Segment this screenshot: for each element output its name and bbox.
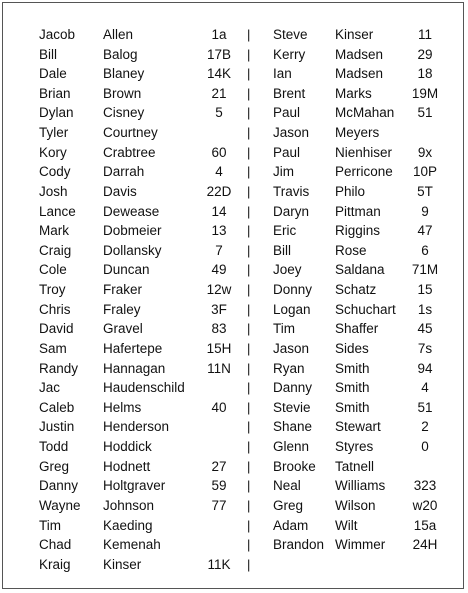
left-first-name: Craig xyxy=(39,242,72,258)
column-separator: | xyxy=(247,517,251,533)
column-separator: | xyxy=(247,144,251,160)
table-row xyxy=(3,45,463,65)
right-first-name: Shane xyxy=(273,419,313,435)
left-first-name: Jacob xyxy=(39,27,76,42)
left-last-name: Gravel xyxy=(103,321,143,337)
right-car-number: 47 xyxy=(417,223,433,239)
table-row xyxy=(3,359,463,379)
right-car-number: 15a xyxy=(413,517,437,533)
left-last-name: Darrah xyxy=(103,164,145,180)
column-separator: | xyxy=(247,321,251,337)
right-last-name: Madsen xyxy=(335,46,384,62)
right-first-name: Logan xyxy=(273,301,311,317)
column-separator: | xyxy=(247,360,251,376)
right-first-name: Paul xyxy=(273,105,301,121)
left-car-number: 1a xyxy=(211,27,227,42)
left-first-name: Chris xyxy=(39,301,71,317)
left-car-number: 3F xyxy=(211,301,227,317)
left-last-name: Blaney xyxy=(103,66,145,82)
left-last-name: Hoddick xyxy=(103,439,152,455)
left-car-number: 49 xyxy=(211,262,227,278)
right-last-name: Shaffer xyxy=(335,321,379,337)
right-last-name: Perricone xyxy=(335,164,393,180)
column-separator: | xyxy=(247,439,251,455)
left-first-name: Wayne xyxy=(39,497,81,513)
table-row xyxy=(3,496,463,516)
right-first-name: Jim xyxy=(273,164,294,180)
column-separator: | xyxy=(247,203,251,219)
right-last-name: McMahan xyxy=(335,105,395,121)
right-car-number: 24H xyxy=(412,537,438,553)
left-car-number: 77 xyxy=(211,497,227,513)
right-first-name: Travis xyxy=(273,183,310,199)
table-row xyxy=(3,162,463,182)
right-last-name: Schatz xyxy=(335,282,377,298)
left-car-number: 27 xyxy=(211,458,227,474)
left-first-name: Greg xyxy=(39,458,70,474)
left-last-name: Balog xyxy=(103,46,138,62)
column-separator: | xyxy=(247,301,251,317)
right-car-number: 0 xyxy=(421,439,429,455)
right-last-name: Saldana xyxy=(335,262,385,278)
left-car-number: 17B xyxy=(206,46,232,62)
left-car-number: 4 xyxy=(215,164,223,180)
table-row xyxy=(3,260,463,280)
left-last-name: Henderson xyxy=(103,419,170,435)
right-last-name: Kinser xyxy=(335,27,374,42)
left-first-name: Mark xyxy=(39,223,69,239)
left-last-name: Kaeding xyxy=(103,517,153,533)
left-first-name: Dale xyxy=(39,66,67,82)
right-last-name: Pittman xyxy=(335,203,381,219)
right-last-name: Sides xyxy=(335,340,369,356)
right-last-name: Marks xyxy=(335,85,372,101)
left-first-name: Troy xyxy=(39,282,66,298)
table-row xyxy=(3,398,463,418)
roster-frame xyxy=(2,2,464,589)
right-first-name: Donny xyxy=(273,282,313,298)
left-car-number: 59 xyxy=(211,478,227,494)
right-car-number: 51 xyxy=(417,399,433,415)
table-row xyxy=(3,555,463,575)
column-separator: | xyxy=(247,478,251,494)
table-row xyxy=(3,221,463,241)
right-first-name: Brandon xyxy=(273,537,325,553)
left-car-number: 15H xyxy=(206,340,232,356)
left-last-name: Hannagan xyxy=(103,360,166,376)
right-first-name: Joey xyxy=(273,262,302,278)
right-last-name: Smith xyxy=(335,380,370,396)
column-separator: | xyxy=(247,46,251,62)
right-first-name: Jason xyxy=(273,340,310,356)
column-separator: | xyxy=(247,556,251,572)
left-last-name: Haudenschild xyxy=(103,380,185,396)
right-car-number: 7s xyxy=(417,340,433,356)
left-first-name: Cody xyxy=(39,164,71,180)
left-last-name: Fraley xyxy=(103,301,141,317)
left-last-name: Hafertepe xyxy=(103,340,163,356)
left-last-name: Brown xyxy=(103,85,142,101)
right-car-number: 2 xyxy=(421,419,429,435)
left-last-name: Dewease xyxy=(103,203,160,219)
left-car-number: 83 xyxy=(211,321,227,337)
left-last-name: Dollansky xyxy=(103,242,162,258)
left-car-number: 14K xyxy=(206,66,232,82)
column-separator: | xyxy=(247,399,251,415)
right-first-name: Bill xyxy=(273,242,292,258)
left-first-name: Cole xyxy=(39,262,67,278)
left-last-name: Kemenah xyxy=(103,537,161,553)
right-car-number: 4 xyxy=(421,380,429,396)
column-separator: | xyxy=(247,27,251,42)
table-row xyxy=(3,535,463,555)
right-first-name: Tim xyxy=(273,321,295,337)
left-car-number: 22D xyxy=(206,183,232,199)
left-first-name: David xyxy=(39,321,74,337)
left-first-name: Lance xyxy=(39,203,76,219)
left-car-number: 7 xyxy=(215,242,223,258)
left-last-name: Johnson xyxy=(103,497,155,513)
left-car-number: 21 xyxy=(211,85,227,101)
left-last-name: Fraker xyxy=(103,282,143,298)
left-first-name: Randy xyxy=(39,360,79,376)
left-first-name: Chad xyxy=(39,537,72,553)
column-separator: | xyxy=(247,340,251,356)
left-first-name: Tim xyxy=(39,517,61,533)
table-row xyxy=(3,300,463,320)
left-last-name: Davis xyxy=(103,183,137,199)
right-first-name: Jason xyxy=(273,125,310,141)
table-row xyxy=(3,123,463,143)
right-first-name: Stevie xyxy=(273,399,311,415)
right-last-name: Williams xyxy=(335,478,386,494)
column-separator: | xyxy=(247,458,251,474)
left-first-name: Danny xyxy=(39,478,79,494)
table-row xyxy=(3,182,463,202)
column-separator: | xyxy=(247,223,251,239)
left-car-number: 13 xyxy=(211,223,227,239)
right-last-name: Stewart xyxy=(335,419,381,435)
right-car-number: 11 xyxy=(417,27,432,42)
left-first-name: Sam xyxy=(39,340,67,356)
left-car-number: 11K xyxy=(207,556,231,572)
left-first-name: Todd xyxy=(39,439,69,455)
table-row xyxy=(3,64,463,84)
right-last-name: Wilson xyxy=(335,497,376,513)
left-last-name: Courtney xyxy=(103,125,158,141)
table-row xyxy=(3,516,463,536)
right-last-name: Rose xyxy=(335,242,367,258)
right-car-number: 29 xyxy=(417,46,433,62)
left-last-name: Helms xyxy=(103,399,142,415)
column-separator: | xyxy=(247,66,251,82)
left-first-name: Jac xyxy=(39,380,61,396)
left-first-name: Tyler xyxy=(39,125,69,141)
column-separator: | xyxy=(247,380,251,396)
right-first-name: Eric xyxy=(273,223,297,239)
right-last-name: Styres xyxy=(335,439,374,455)
left-last-name: Cisney xyxy=(103,105,145,121)
right-car-number: 45 xyxy=(417,321,433,337)
left-first-name: Bill xyxy=(39,46,58,62)
right-first-name: Ryan xyxy=(273,360,305,376)
right-last-name: Wimmer xyxy=(335,537,386,553)
column-separator: | xyxy=(247,85,251,101)
column-separator: | xyxy=(247,164,251,180)
table-row xyxy=(3,202,463,222)
right-first-name: Danny xyxy=(273,380,313,396)
left-car-number: 12w xyxy=(206,282,232,298)
right-car-number: 10P xyxy=(412,164,438,180)
right-first-name: Brent xyxy=(273,85,306,101)
table-row xyxy=(3,417,463,437)
table-row xyxy=(3,280,463,300)
right-car-number: 9x xyxy=(417,144,433,160)
right-car-number: 71M xyxy=(411,262,439,278)
table-row xyxy=(3,339,463,359)
column-separator: | xyxy=(247,242,251,258)
right-car-number: 15 xyxy=(417,282,433,298)
column-separator: | xyxy=(247,183,251,199)
right-car-number: 94 xyxy=(417,360,433,376)
table-row xyxy=(3,103,463,123)
right-first-name: Steve xyxy=(273,27,308,42)
left-last-name: Kinser xyxy=(103,556,142,572)
right-last-name: Schuchart xyxy=(335,301,396,317)
left-last-name: Crabtree xyxy=(103,144,156,160)
table-row xyxy=(3,457,463,477)
left-car-number: 14 xyxy=(211,203,227,219)
table-row xyxy=(3,241,463,261)
right-car-number: w20 xyxy=(412,497,438,513)
right-first-name: Neal xyxy=(273,478,301,494)
right-first-name: Paul xyxy=(273,144,301,160)
left-first-name: Caleb xyxy=(39,399,75,415)
column-separator: | xyxy=(247,262,251,278)
left-first-name: Kory xyxy=(39,144,67,160)
right-last-name: Wilt xyxy=(335,517,358,533)
left-car-number: 5 xyxy=(215,105,223,121)
table-row xyxy=(3,25,463,45)
right-last-name: Meyers xyxy=(335,125,380,141)
left-last-name: Allen xyxy=(103,27,134,42)
right-first-name: Adam xyxy=(273,517,309,533)
left-last-name: Duncan xyxy=(103,262,150,278)
table-row xyxy=(3,437,463,457)
right-last-name: Tatnell xyxy=(335,458,375,474)
table-row xyxy=(3,319,463,339)
right-car-number: 1s xyxy=(417,301,433,317)
right-first-name: Ian xyxy=(273,66,292,82)
left-car-number: 60 xyxy=(211,144,227,160)
left-car-number: 40 xyxy=(211,399,227,415)
right-car-number: 9 xyxy=(421,203,429,219)
right-last-name: Smith xyxy=(335,399,370,415)
left-first-name: Brian xyxy=(39,85,71,101)
right-car-number: 323 xyxy=(413,478,437,494)
right-last-name: Madsen xyxy=(335,66,384,82)
column-separator: | xyxy=(247,125,251,141)
table-row xyxy=(3,143,463,163)
column-separator: | xyxy=(247,537,251,553)
right-car-number: 6 xyxy=(421,242,429,258)
column-separator: | xyxy=(247,105,251,121)
right-car-number: 19M xyxy=(411,85,439,101)
right-car-number: 5T xyxy=(417,183,433,199)
left-first-name: Kraig xyxy=(39,556,71,572)
right-first-name: Glenn xyxy=(273,439,310,455)
right-last-name: Riggins xyxy=(335,223,381,239)
right-last-name: Philo xyxy=(335,183,366,199)
column-separator: | xyxy=(247,282,251,298)
left-first-name: Justin xyxy=(39,419,75,435)
table-row xyxy=(3,378,463,398)
left-last-name: Hodnett xyxy=(103,458,151,474)
left-last-name: Holtgraver xyxy=(103,478,166,494)
left-first-name: Dylan xyxy=(39,105,74,121)
right-last-name: Smith xyxy=(335,360,370,376)
right-car-number: 51 xyxy=(417,105,433,121)
left-car-number: 11N xyxy=(207,360,231,376)
right-first-name: Brooke xyxy=(273,458,316,474)
right-first-name: Daryn xyxy=(273,203,310,219)
left-first-name: Josh xyxy=(39,183,68,199)
column-separator: | xyxy=(247,419,251,435)
table-row xyxy=(3,476,463,496)
right-first-name: Greg xyxy=(273,497,304,513)
right-first-name: Kerry xyxy=(273,46,306,62)
left-last-name: Dobmeier xyxy=(103,223,162,239)
right-car-number: 18 xyxy=(417,66,433,82)
table-row xyxy=(3,84,463,104)
column-separator: | xyxy=(247,497,251,513)
right-last-name: Nienhiser xyxy=(335,144,393,160)
